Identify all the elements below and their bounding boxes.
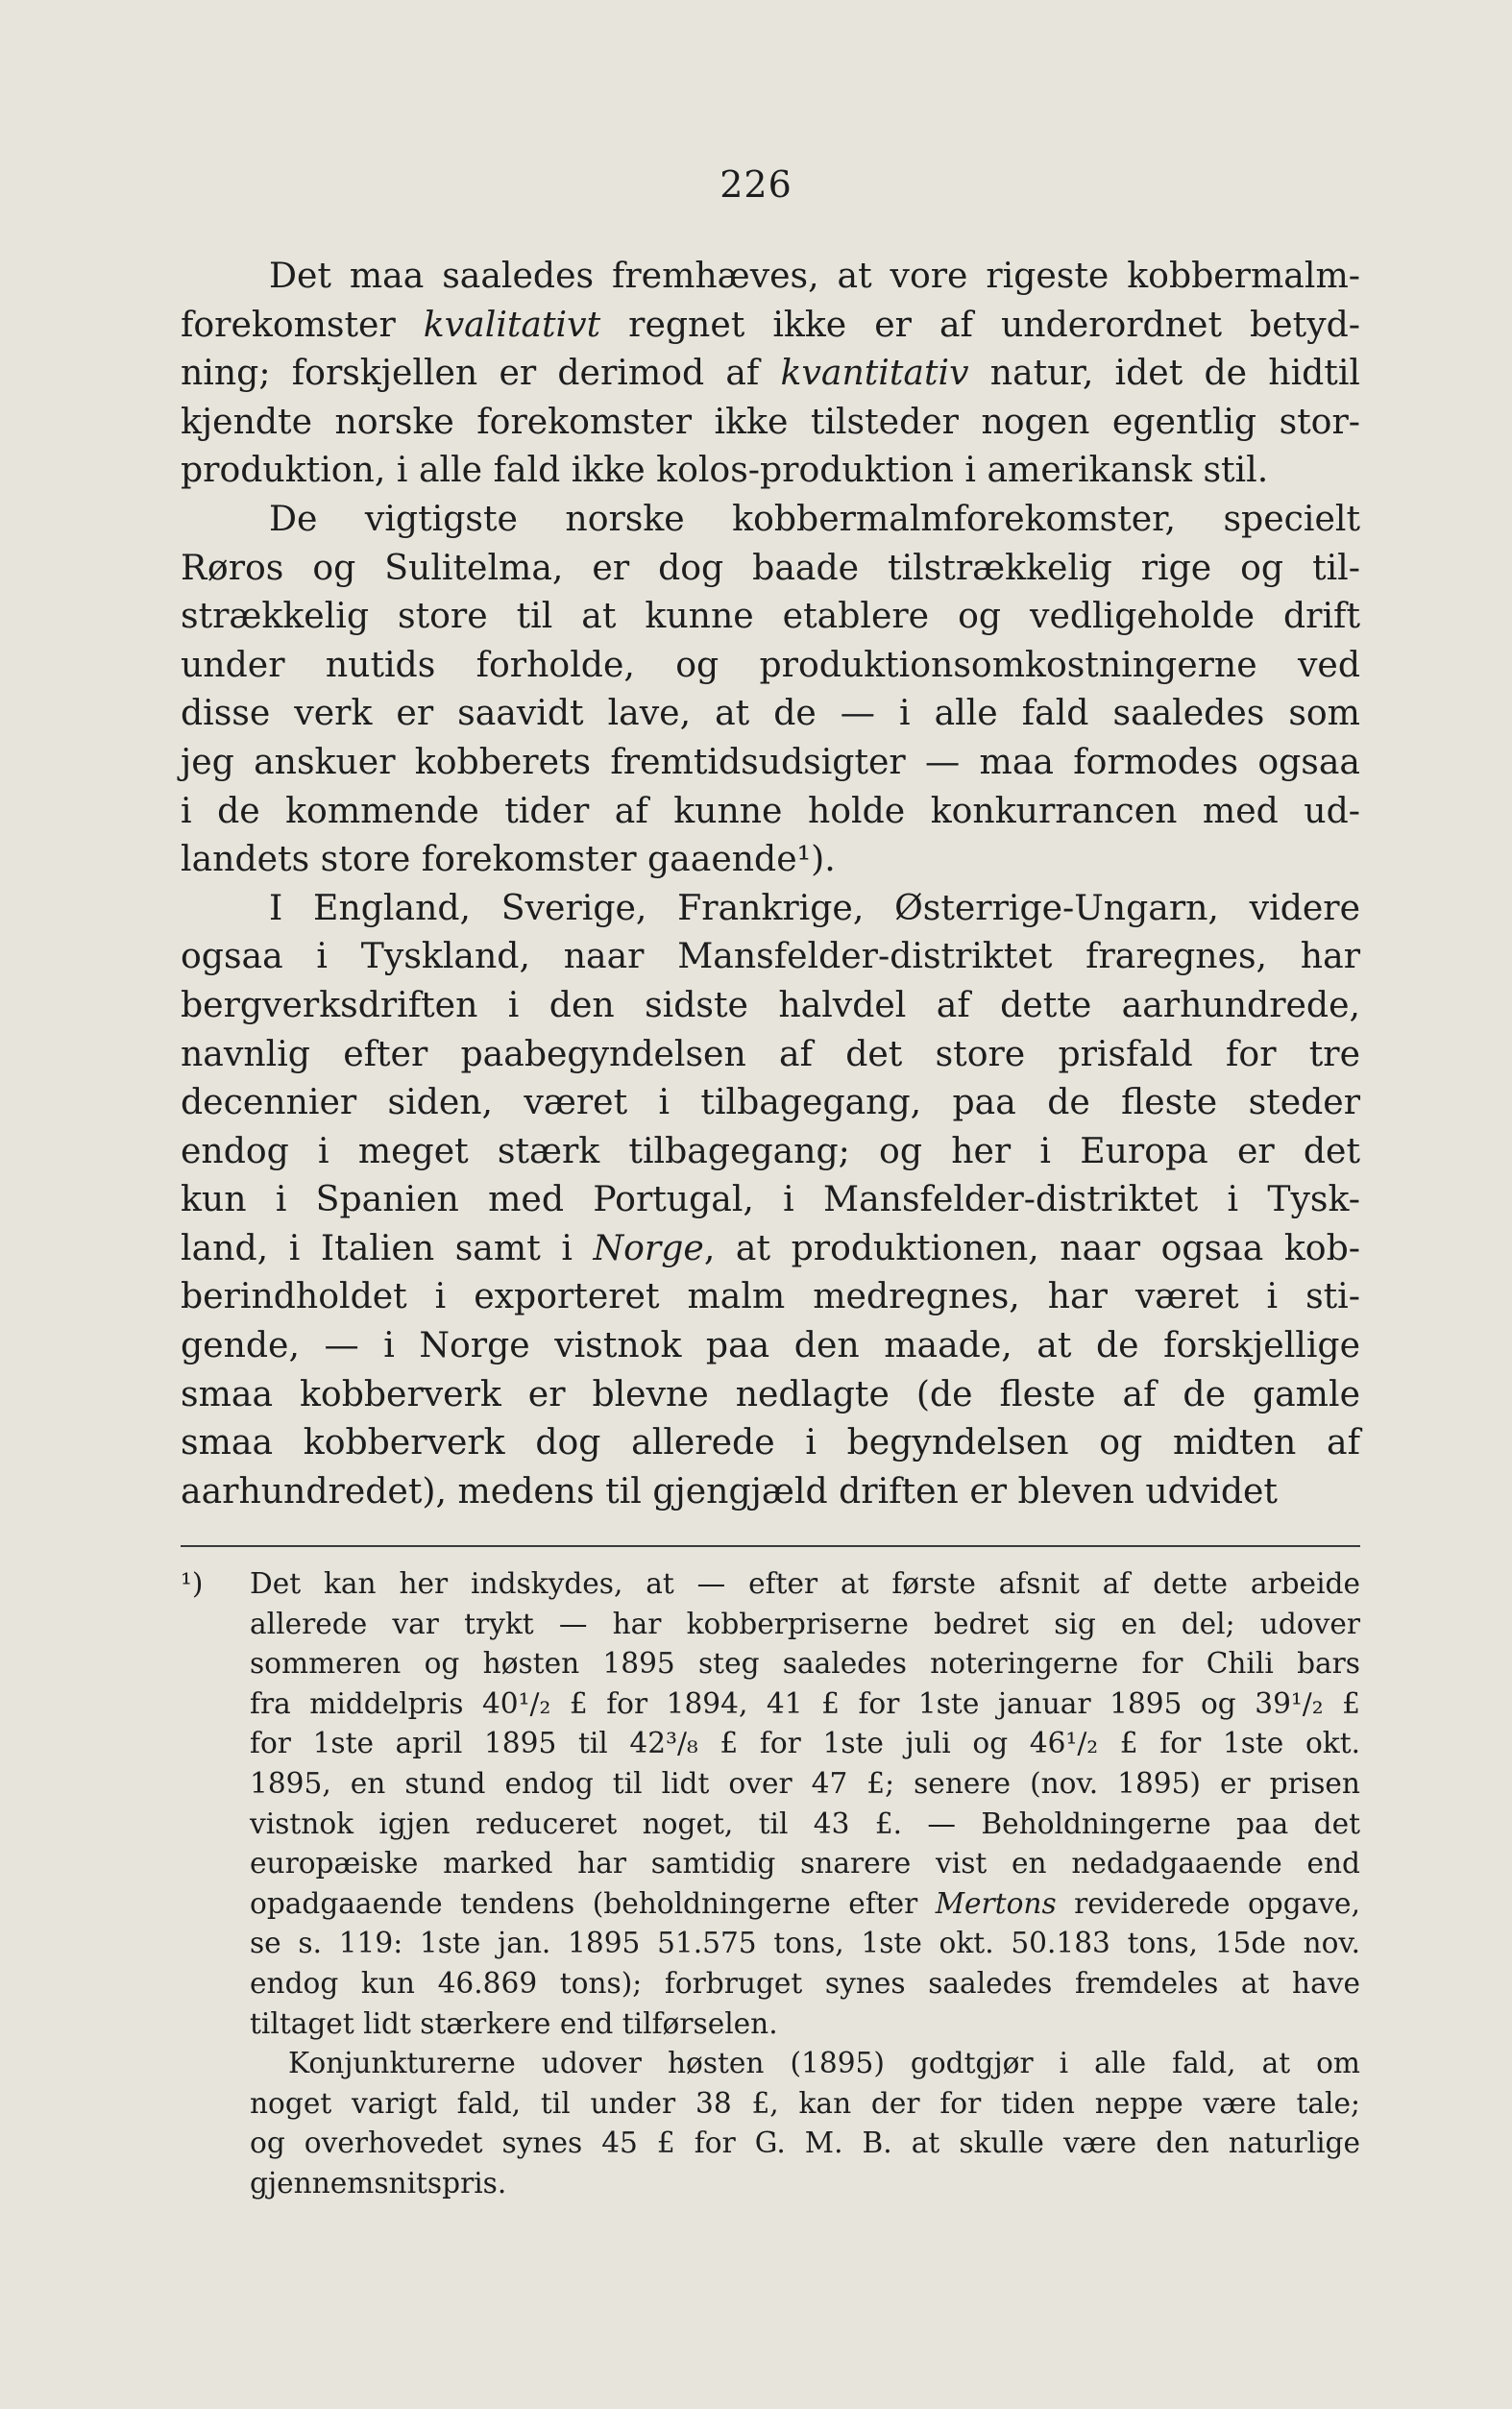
footnote-paragraph (250, 2044, 1360, 2203)
paragraph (181, 495, 1360, 884)
text-line: aarhundredet), medens til gjengjæld driften er bleven udvidet (181, 1469, 1278, 1512)
text-line: I England, Sverige, Frankrige, Østerrige-Ungarn, videre (269, 886, 1360, 928)
text-line: Røros og Sulitelma, er dog baade tilstrækkelig rige og til- (181, 546, 1360, 588)
footnote-line: 1895, en stund endog til lidt over 47 £; senere (nov. 1895) er prisen (250, 1766, 1360, 1800)
footnote-line: se s. 119: 1ste jan. 1895 51.575 tons, 1ste okt. 50.183 tons, 15de nov. (250, 1927, 1360, 1960)
footnote-line: for 1ste april 1895 til 42³/₈ £ for 1ste juli og 46¹/₂ £ for 1ste okt. (250, 1727, 1360, 1760)
text-line: gende, — i Norge vistnok paa den maade, at de forskjellige (181, 1324, 1360, 1366)
text-line: navnlig efter paabegyndelsen af det store prisfald for tre (181, 1032, 1360, 1074)
footnote-line: sommeren og høsten 1895 steg saaledes noteringerne for Chili bars (250, 1647, 1360, 1681)
text-line: land, i Italien samt i Norge, at produktionen, naar ogsaa kob- (181, 1226, 1360, 1268)
footnote-line: vistnok igjen reduceret noget, til 43 £. — Beholdningerne paa det (250, 1807, 1360, 1840)
footnote-paragraph (250, 1564, 1360, 2044)
text-line: kun i Spanien med Portugal, i Mansfelder-distriktet i Tysk- (181, 1178, 1360, 1220)
footnote (181, 1564, 1360, 2204)
text-line: forekomster kvalitativt regnet ikke er af underordnet betyd- (181, 303, 1360, 345)
text-line: jeg anskuer kobberets fremtidsudsigter — maa formodes ogsaa (181, 740, 1360, 782)
footnote-divider (181, 1545, 1360, 1547)
footnote-line: noget varigt fald, til under 38 £, kan der for tiden neppe være tale; (250, 2086, 1360, 2120)
text-line: smaa kobberverk er blevne nedlagte (de fleste af de gamle (181, 1372, 1360, 1414)
text-line: endog i meget stærk tilbagegang; og her i Europa er det (181, 1129, 1360, 1171)
text-line: disse verk er saavidt lave, at de — i alle fald saaledes som (181, 692, 1360, 734)
page-number: 226 (719, 163, 793, 206)
text-line: landets store forekomster gaaende¹). (181, 838, 836, 880)
text-line: under nutids forholde, og produktionsomkostningerne ved (181, 643, 1360, 685)
paragraph (181, 884, 1360, 1516)
footnote-line: Det kan her indskydes, at — efter at første afsnit af dette arbeide (250, 1567, 1360, 1600)
footnotes (181, 1564, 1360, 2204)
text-line: i de kommende tider af kunne holde konkurrancen med ud- (181, 789, 1360, 831)
footnote-line: Konjunkturerne udover høsten (1895) godtgjør i alle fald, at om (288, 2047, 1360, 2080)
footnote-line: fra middelpris 40¹/₂ £ for 1894, 41 £ for 1ste januar 1895 og 39¹/₂ £ (250, 1686, 1360, 1720)
footnote-line: og overhovedet synes 45 £ for G. M. B. at skulle være den naturlige (250, 2126, 1360, 2160)
text-line: berindholdet i exporteret malm medregnes, har været i sti- (181, 1275, 1360, 1317)
text-line: strækkelig store til at kunne etablere og vedligeholde drift (181, 595, 1360, 637)
text-line: smaa kobberverk dog allerede i begyndelsen og midten af (181, 1421, 1360, 1463)
text-line: produktion, i alle fald ikke kolos-produktion i amerikansk stil. (181, 449, 1269, 491)
footnote-line: europæiske marked har samtidig snarere vist en nedadgaaende end (250, 1847, 1360, 1880)
text-line: decennier siden, været i tilbagegang, paa de fleste steder (181, 1081, 1360, 1123)
text-line: ogsaa i Tyskland, naar Mansfelder-distriktet fraregnes, har (181, 935, 1360, 977)
text-line: De vigtigste norske kobbermalmforekomster, specielt (269, 497, 1360, 539)
text-line: bergverksdriften i den sidste halvdel af dette aarhundrede, (181, 983, 1360, 1025)
main-text (181, 252, 1360, 1515)
footnote-line: endog kun 46.869 tons); forbruget synes saaledes fremdeles at have (250, 1966, 1360, 2000)
text-line: kjendte norske forekomster ikke tilsteder nogen egentlig stor- (181, 400, 1360, 442)
footnote-marker: ¹) (181, 1567, 204, 1600)
footnote-line: gjennemsnitspris. (250, 2166, 507, 2200)
footnote-line: allerede var trykt — har kobberpriserne bedret sig en del; udover (250, 1607, 1360, 1640)
text-line: Det maa saaledes fremhæves, at vore rigeste kobbermalm- (269, 255, 1360, 296)
text-line: ning; forskjellen er derimod af kvantitativ natur, idet de hidtil (181, 352, 1360, 394)
footnote-line: tiltaget lidt stærkere end tilførselen. (250, 2006, 778, 2040)
footnote-line: opadgaaende tendens (beholdningerne efter Mertons reviderede opgave, (250, 1886, 1360, 1920)
paragraph (181, 252, 1360, 495)
